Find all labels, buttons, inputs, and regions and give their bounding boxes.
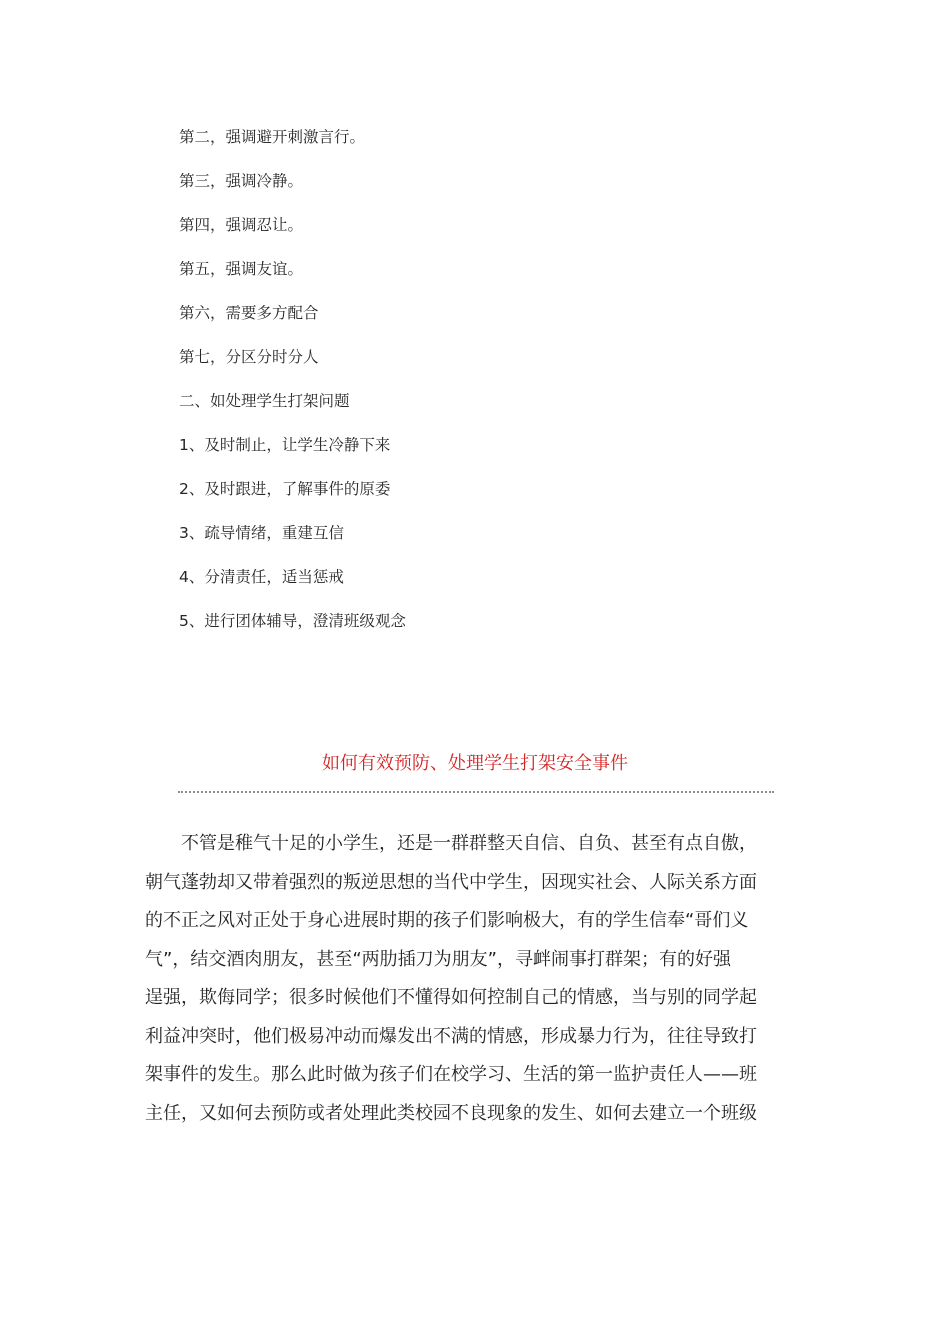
list-item: 5、进行团体辅导，澄清班级观念 [179, 612, 406, 630]
list-item: 第五，强调友谊。 [179, 260, 304, 278]
paragraph-line: 逞强，欺侮同学；很多时候他们不懂得如何控制自己的情感，当与别的同学起 [145, 987, 757, 1008]
paragraph-line: 架事件的发生。那么此时做为孩子们在校学习、生活的第一监护责任人——班 [145, 1064, 757, 1085]
list-item: 第六，需要多方配合 [179, 304, 319, 322]
paragraph-line: 利益冲突时，他们极易冲动而爆发出不满的情感，形成暴力行为，往往导致打 [145, 1025, 757, 1047]
paragraph-line: 不管是稚气十足的小学生，还是一群群整天自信、自负、甚至有点自傲， [181, 833, 757, 854]
list-item: 2、及时跟进，了解事件的原委 [179, 480, 391, 498]
article-title: 如何有效预防、处理学生打架安全事件 [322, 753, 628, 774]
list-item: 4、分清责任，适当惩戒 [179, 568, 344, 586]
list-item: 第三，强调冷静。 [179, 172, 304, 190]
list-item: 第二，强调避开刺激言行。 [179, 128, 366, 146]
article-paragraph [145, 825, 800, 1133]
title-divider [178, 791, 774, 793]
numbered-list [179, 124, 819, 652]
list-item: 第七，分区分时分人 [179, 348, 319, 366]
paragraph-line: 朝气蓬勃却又带着强烈的叛逆思想的当代中学生，因现实社会、人际关系方面 [145, 871, 757, 893]
list-item: 1、及时制止，让学生冷静下来 [179, 436, 391, 454]
section-heading: 二、如处理学生打架问题 [179, 392, 350, 410]
paragraph-line: 主任，又如何去预防或者处理此类校园不良现象的发生、如何去建立一个班级 [145, 1102, 757, 1124]
paragraph-line: 气”，结交酒肉朋友，甚至“两肋插刀为朋友”，寻衅闹事打群架；有的好强 [145, 948, 731, 970]
list-item: 第四，强调忍让。 [179, 216, 304, 234]
list-item: 3、疏导情绪，重建互信 [179, 524, 344, 542]
paragraph-line: 的不正之风对正处于身心进展时期的孩子们影响极大，有的学生信奉“哥们义 [145, 910, 749, 931]
